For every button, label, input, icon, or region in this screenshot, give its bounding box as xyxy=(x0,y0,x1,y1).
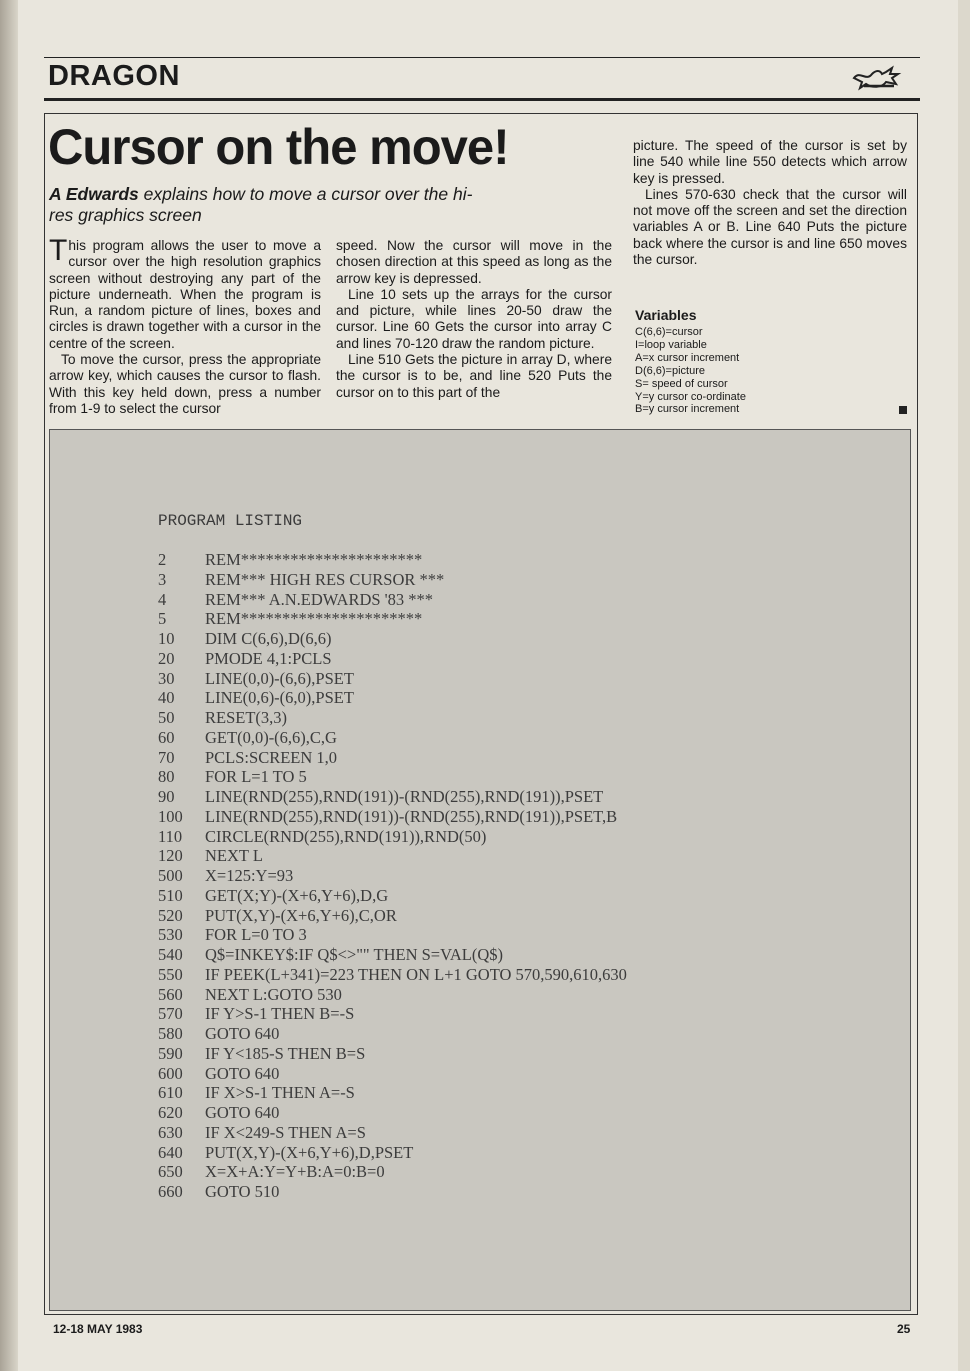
line-code: GOTO 640 xyxy=(205,1103,280,1122)
line-code: RESET(3,3) xyxy=(205,708,288,727)
line-code: IF X>S-1 THEN A=-S xyxy=(205,1083,355,1103)
line-code: GET(0,0)-(6,6),C,G xyxy=(205,727,337,747)
paragraph: Line 10 sets up the arrays for the cursor and picture, while lines 20-50 draw the cursor. Line 60 Gets the cursor into array C and lines 70-120 draw the random picture. xyxy=(336,286,612,351)
listing-title: PROGRAM LISTING xyxy=(158,512,303,530)
line-number: 580 xyxy=(158,1024,183,1043)
listing-line xyxy=(158,649,627,669)
line-number: 60 xyxy=(158,727,175,747)
line-number: 30 xyxy=(158,668,175,688)
line-code: LINE(RND(255),RND(191))-(RND(255),RND(191)),PSET,B xyxy=(205,806,618,826)
listing-line xyxy=(158,906,627,926)
line-number: 560 xyxy=(158,984,183,1004)
line-code: LINE(0,6)-(6,0),PSET xyxy=(205,688,354,708)
variable-item: D(6,6)=picture xyxy=(635,364,706,377)
line-code: LINE(RND(255),RND(191))-(RND(255),RND(191)),PSET xyxy=(205,787,604,806)
line-number: 110 xyxy=(158,826,183,846)
line-number: 510 xyxy=(158,885,183,905)
line-number: 5 xyxy=(158,609,167,629)
section-header xyxy=(44,57,920,101)
program-listing xyxy=(158,550,627,1202)
variable-item: S= speed of cursor xyxy=(635,377,728,390)
line-code: LINE(0,0)-(6,6),PSET xyxy=(205,668,354,688)
line-code: REM********************** xyxy=(205,609,423,629)
line-code: PMODE 4,1:PCLS xyxy=(205,648,332,668)
line-number: 540 xyxy=(158,945,183,964)
line-code: PCLS:SCREEN 1,0 xyxy=(205,747,338,767)
variable-item: Y=y cursor co-ordinate xyxy=(635,390,746,403)
line-number: 70 xyxy=(158,747,175,767)
listing-line xyxy=(158,688,627,708)
listing-line xyxy=(158,827,627,847)
listing-line xyxy=(158,807,627,827)
section-title: DRAGON xyxy=(48,60,180,92)
line-number: 630 xyxy=(158,1122,183,1142)
line-number: 4 xyxy=(158,589,167,609)
listing-line xyxy=(158,1103,627,1123)
line-code: IF Y<185-S THEN B=S xyxy=(205,1043,366,1063)
paragraph: picture. The speed of the cursor is set by line 540 while line 550 detects which arrow key is pressed. xyxy=(633,138,907,186)
page-number: 25 xyxy=(897,1322,911,1336)
listing-line xyxy=(158,1123,627,1143)
line-code: REM*** A.N.EDWARDS '83 *** xyxy=(205,589,434,609)
line-number: 90 xyxy=(158,787,175,806)
paragraph: Line 510 Gets the picture in array D, where the cursor is to be, and line 520 Puts the cursor on to this part of the xyxy=(336,352,612,400)
listing-line xyxy=(158,1064,627,1084)
end-of-article-mark xyxy=(899,406,907,414)
line-code: NEXT L:GOTO 530 xyxy=(205,984,342,1004)
listing-line xyxy=(158,728,627,748)
listing-line xyxy=(158,629,627,649)
line-code: REM********************** xyxy=(205,550,423,569)
listing-line xyxy=(158,708,627,728)
line-code: IF Y>S-1 THEN B=-S xyxy=(205,1004,355,1024)
paragraph: This program allows the user to move a cursor over the high resolution graphics screen without destroying any part of the picture underneath. When the program is Run, a random picture of lines, boxes and circles is drawn together with a cursor in the centre of the screen. xyxy=(49,234,321,351)
listing-line xyxy=(158,925,627,945)
line-code: REM*** HIGH RES CURSOR *** xyxy=(205,569,445,589)
line-code: GET(X;Y)-(X+6,Y+6),D,G xyxy=(205,885,389,905)
listing-line xyxy=(158,866,627,886)
line-number: 80 xyxy=(158,767,175,787)
line-number: 550 xyxy=(158,964,183,984)
body-column-2 xyxy=(336,238,612,401)
listing-line xyxy=(158,1083,627,1103)
line-number: 650 xyxy=(158,1162,183,1182)
article-headline: Cursor on the move! xyxy=(48,119,509,175)
line-number: 50 xyxy=(158,708,175,727)
listing-line xyxy=(158,985,627,1005)
line-number: 620 xyxy=(158,1103,183,1122)
issue-date: 12-18 MAY 1983 xyxy=(53,1322,143,1336)
listing-line xyxy=(158,570,627,590)
line-number: 590 xyxy=(158,1043,183,1063)
listing-line xyxy=(158,767,627,787)
drop-cap: T xyxy=(49,234,68,267)
line-number: 40 xyxy=(158,688,175,708)
line-number: 520 xyxy=(158,905,183,925)
article-standfirst xyxy=(49,184,489,226)
variables-heading: Variables xyxy=(635,307,697,323)
body-column-3 xyxy=(633,138,907,268)
listing-line xyxy=(158,787,627,807)
author-name: A Edwards xyxy=(49,184,139,204)
listing-line xyxy=(158,1162,627,1182)
listing-line xyxy=(158,1004,627,1024)
dragon-logo-icon xyxy=(852,64,902,92)
line-number: 530 xyxy=(158,925,183,945)
listing-line xyxy=(158,1143,627,1163)
variable-item: I=loop variable xyxy=(635,338,707,351)
line-number: 570 xyxy=(158,1004,183,1024)
line-code: GOTO 640 xyxy=(205,1063,280,1083)
listing-line xyxy=(158,609,627,629)
line-code: GOTO 510 xyxy=(205,1182,280,1201)
paragraph: To move the cursor, press the appropriate arrow key, which causes the cursor to flash. With this key held down, press a number from 1-9 to select the cursor xyxy=(49,352,321,416)
line-number: 660 xyxy=(158,1182,183,1201)
line-code: PUT(X,Y)-(X+6,Y+6),C,OR xyxy=(205,905,397,925)
line-code: CIRCLE(RND(255),RND(191)),RND(50) xyxy=(205,826,487,846)
line-number: 100 xyxy=(158,806,183,826)
line-number: 2 xyxy=(158,550,167,569)
line-code: FOR L=1 TO 5 xyxy=(205,767,307,787)
listing-line xyxy=(158,846,627,866)
standfirst-text: explains how to move a cursor over the hi-res graphics screen xyxy=(49,184,473,225)
line-number: 640 xyxy=(158,1142,183,1162)
line-number: 120 xyxy=(158,846,183,866)
line-code: IF PEEK(L+341)=223 THEN ON L+1 GOTO 570,590,610,630 xyxy=(205,964,627,984)
listing-line xyxy=(158,1182,627,1202)
variable-item: B=y cursor increment xyxy=(635,403,740,416)
line-code: IF X<249-S THEN A=S xyxy=(205,1122,366,1142)
variable-item: A=x cursor increment xyxy=(635,351,740,364)
line-code: GOTO 640 xyxy=(205,1024,280,1043)
variable-item: C(6,6)=cursor xyxy=(635,326,703,338)
line-number: 500 xyxy=(158,866,183,885)
listing-line xyxy=(158,590,627,610)
body-column-1 xyxy=(49,234,321,417)
line-code: X=X+A:Y=Y+B:A=0:B=0 xyxy=(205,1162,385,1182)
line-number: 20 xyxy=(158,648,175,668)
line-number: 3 xyxy=(158,569,167,589)
variables-list xyxy=(635,326,746,416)
paragraph: speed. Now the cursor will move in the chosen direction at this speed as long as the arrow key is depressed. xyxy=(336,238,612,286)
line-code: DIM C(6,6),D(6,6) xyxy=(205,629,332,648)
line-number: 610 xyxy=(158,1083,183,1103)
listing-line xyxy=(158,886,627,906)
listing-line xyxy=(158,945,627,965)
line-code: Q$=INKEY$:IF Q$<>"" THEN S=VAL(Q$) xyxy=(205,945,504,964)
line-number: 10 xyxy=(158,629,175,648)
listing-line xyxy=(158,669,627,689)
line-code: PUT(X,Y)-(X+6,Y+6),D,PSET xyxy=(205,1142,414,1162)
listing-line xyxy=(158,965,627,985)
line-code: X=125:Y=93 xyxy=(205,866,294,885)
binding-gutter xyxy=(0,0,18,1371)
line-code: NEXT L xyxy=(205,846,263,866)
listing-line xyxy=(158,748,627,768)
line-number: 600 xyxy=(158,1063,183,1083)
listing-line xyxy=(158,1044,627,1064)
paragraph: Lines 570-630 check that the cursor will not move off the screen and set the direction variables A or B. Line 640 Puts the picture back where the cursor is and line 650 moves the cursor. xyxy=(633,186,907,268)
listing-line xyxy=(158,1024,627,1044)
listing-line xyxy=(158,550,627,570)
line-code: FOR L=0 TO 3 xyxy=(205,925,307,945)
